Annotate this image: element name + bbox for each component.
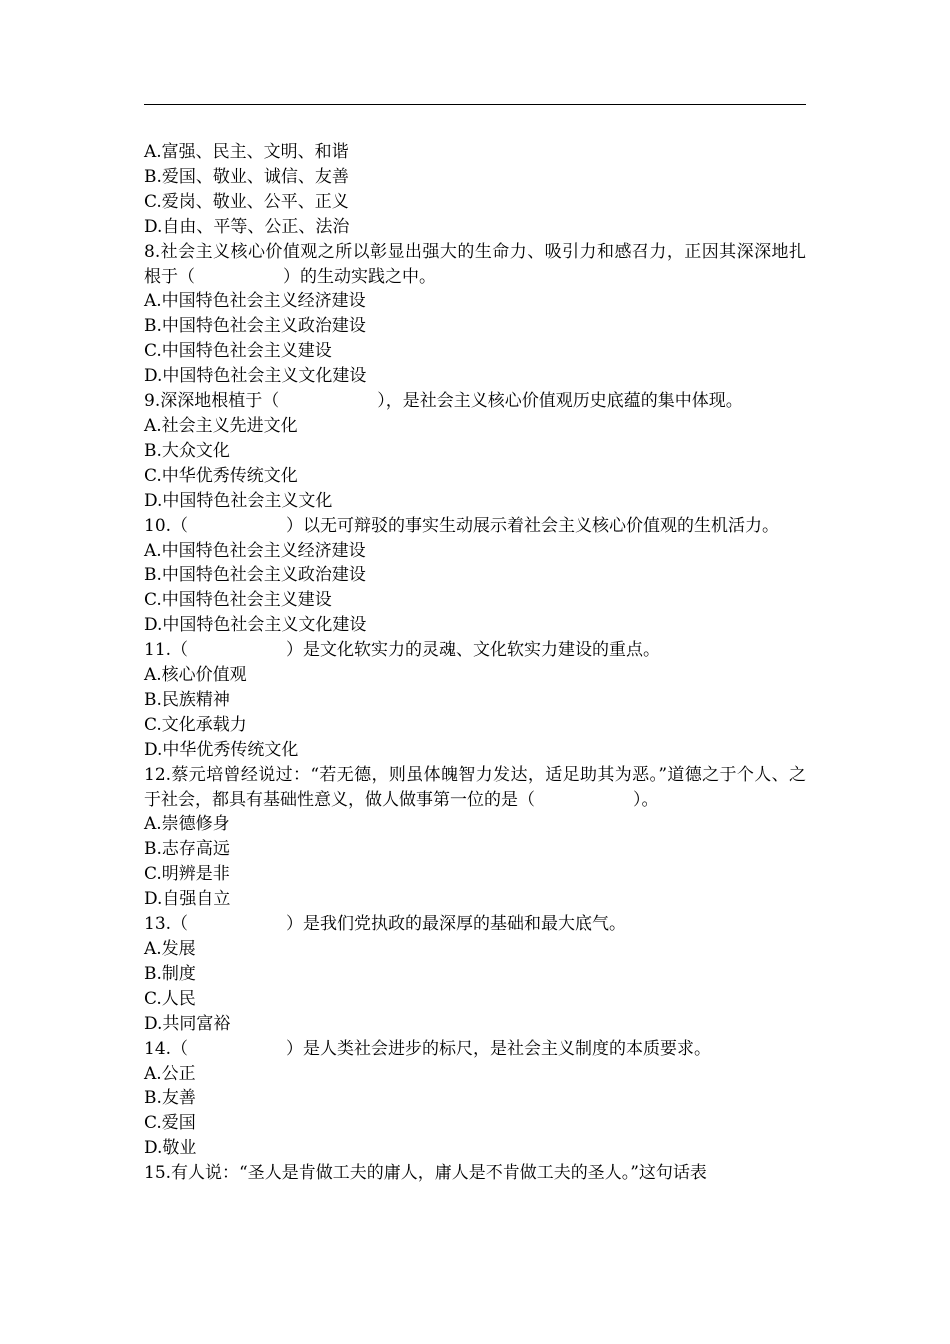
- q8-option-a: A.中国特色社会主义经济建设: [144, 291, 366, 312]
- q13-stem: 13.（ ）是我们党执政的最深厚的基础和最大底气。: [144, 914, 627, 935]
- q12-option-d: D.自强自立: [144, 889, 231, 910]
- q13-option-c: C.人民: [144, 988, 196, 1009]
- q14-option-c: C.爱国: [144, 1113, 196, 1134]
- q13-option-d: D.共同富裕: [144, 1013, 231, 1034]
- q12-stem: 12.蔡元培曾经说过：“若无德，则虽体魄智力发达，适足助其为恶。”道德之于个人、之于社会，都具有基础性意义，做人做事第一位的是（ ）。: [144, 764, 806, 810]
- q10-option-b: B.中国特色社会主义政治建设: [144, 565, 366, 586]
- q11-stem: 11.（ ）是文化软实力的灵魂、文化软实力建设的重点。: [144, 640, 661, 661]
- q11-option-d: D.中华优秀传统文化: [144, 739, 299, 760]
- q12-option-c: C.明辨是非: [144, 864, 230, 885]
- header-rule: [144, 104, 806, 105]
- q7-option-c: C.爱岗、敬业、公平、正义: [144, 191, 349, 212]
- q9-stem: 9.深深地根植于（ ），是社会主义核心价值观历史底蕴的集中体现。: [144, 391, 743, 412]
- q8-option-d: D.中国特色社会主义文化建设: [144, 366, 367, 387]
- q15-stem: 15.有人说：“圣人是肯做工夫的庸人，庸人是不肯做工夫的圣人。”这句话表: [144, 1163, 707, 1184]
- q9-option-d: D.中国特色社会主义文化: [144, 490, 333, 511]
- q7-option-b: B.爱国、敬业、诚信、友善: [144, 166, 349, 187]
- q11-option-b: B.民族精神: [144, 689, 230, 710]
- q10-option-d: D.中国特色社会主义文化建设: [144, 615, 367, 636]
- q8-stem: 8.社会主义核心价值观之所以彰显出强大的生命力、吸引力和感召力，正因其深深地扎根于（ ）的生动实践之中。: [144, 241, 806, 287]
- q11-option-c: C.文化承载力: [144, 714, 247, 735]
- q12-option-b: B.志存高远: [144, 839, 230, 860]
- question-list: [144, 140, 806, 1186]
- q10-stem: 10.（ ）以无可辩驳的事实生动展示着社会主义核心价值观的生机活力。: [144, 515, 780, 536]
- q12-option-a: A.崇德修身: [144, 814, 230, 835]
- q7-option-d: D.自由、平等、公正、法治: [144, 216, 350, 237]
- q8-option-b: B.中国特色社会主义政治建设: [144, 316, 366, 337]
- q9-option-b: B.大众文化: [144, 440, 230, 461]
- q13-option-b: B.制度: [144, 963, 196, 984]
- q11-option-a: A.核心价值观: [144, 665, 247, 686]
- q10-option-c: C.中国特色社会主义建设: [144, 590, 332, 611]
- q14-option-d: D.敬业: [144, 1138, 197, 1159]
- q8-option-c: C.中国特色社会主义建设: [144, 341, 332, 362]
- q14-stem: 14.（ ）是人类社会进步的标尺，是社会主义制度的本质要求。: [144, 1038, 712, 1059]
- q14-option-b: B.友善: [144, 1088, 196, 1109]
- q7-option-a: A.富强、民主、文明、和谐: [144, 142, 349, 162]
- q10-option-a: A.中国特色社会主义经济建设: [144, 540, 366, 561]
- q9-option-c: C.中华优秀传统文化: [144, 465, 298, 486]
- q14-option-a: A.公正: [144, 1063, 196, 1084]
- q13-option-a: A.发展: [144, 939, 196, 959]
- q9-option-a: A.社会主义先进文化: [144, 415, 298, 436]
